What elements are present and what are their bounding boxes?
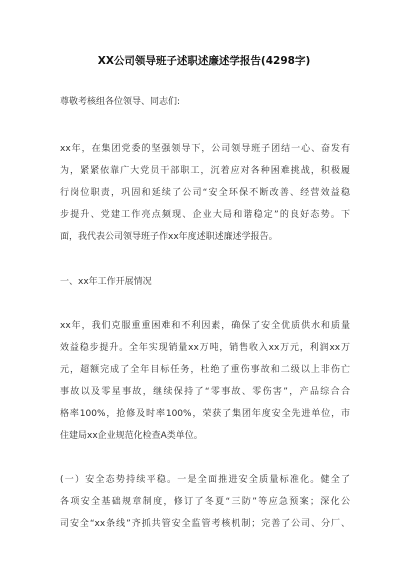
paragraph-line: 行岗位职责，巩固和延续了公司“安全环保不断改善、经营效益稳 <box>60 188 350 198</box>
paragraph-line: 事故以及零星事故，继续保持了“零事故、零伤害”，产品综合合 <box>60 387 350 397</box>
paragraph-line: xx年，在集团党委的坚强领导下，公司领导班子团结一心、奋发有 <box>60 144 350 154</box>
paragraph-line: 各项安全基础规章制度，修订了冬夏“三防”等应急预案；深化公 <box>60 497 350 507</box>
paragraph-line: (一）安全态势持续平稳。一是全面推进安全质量标准化。健全了 <box>60 475 350 485</box>
paragraph-line: 效益稳步提升。全年实现销量xx万吨，销售收入xx万元，利润xx万 <box>60 343 350 353</box>
paragraph-line: xx年，我们克服重重困难和不利因素，确保了安全优质供水和质量 <box>60 321 350 331</box>
greeting-line: 尊敬考核组各位领导、同志们: <box>60 97 181 107</box>
section-heading: 一、xx年工作开展情况 <box>60 277 152 287</box>
paragraph-line: 格率100%，抢修及时率100%，荣获了集团年度安全先进单位，市 <box>60 409 350 419</box>
paragraph-line: 为，紧紧依靠广大党员干部职工，沉着应对各种困难挑战，积极履 <box>60 166 350 176</box>
paragraph-line: 步提升、党建工作亮点频现、企业大局和谐稳定”的良好态势。下 <box>60 210 350 220</box>
document-title: XX公司领导班子述职述廉述学报告(4298字) <box>97 55 311 67</box>
paragraph-line: 住建局xx企业规范化检查A类单位。 <box>60 431 203 441</box>
paragraph-line: 司安全“xx条线”齐抓共管安全监管考核机制；完善了公司、分厂、 <box>60 519 350 529</box>
paragraph-line: 元，超额完成了全年目标任务，杜绝了重伤事故和二级以上非伤亡 <box>60 365 350 375</box>
paragraph-line: 面，我代表公司领导班子作xx年度述职述廉述学报告。 <box>60 232 278 242</box>
